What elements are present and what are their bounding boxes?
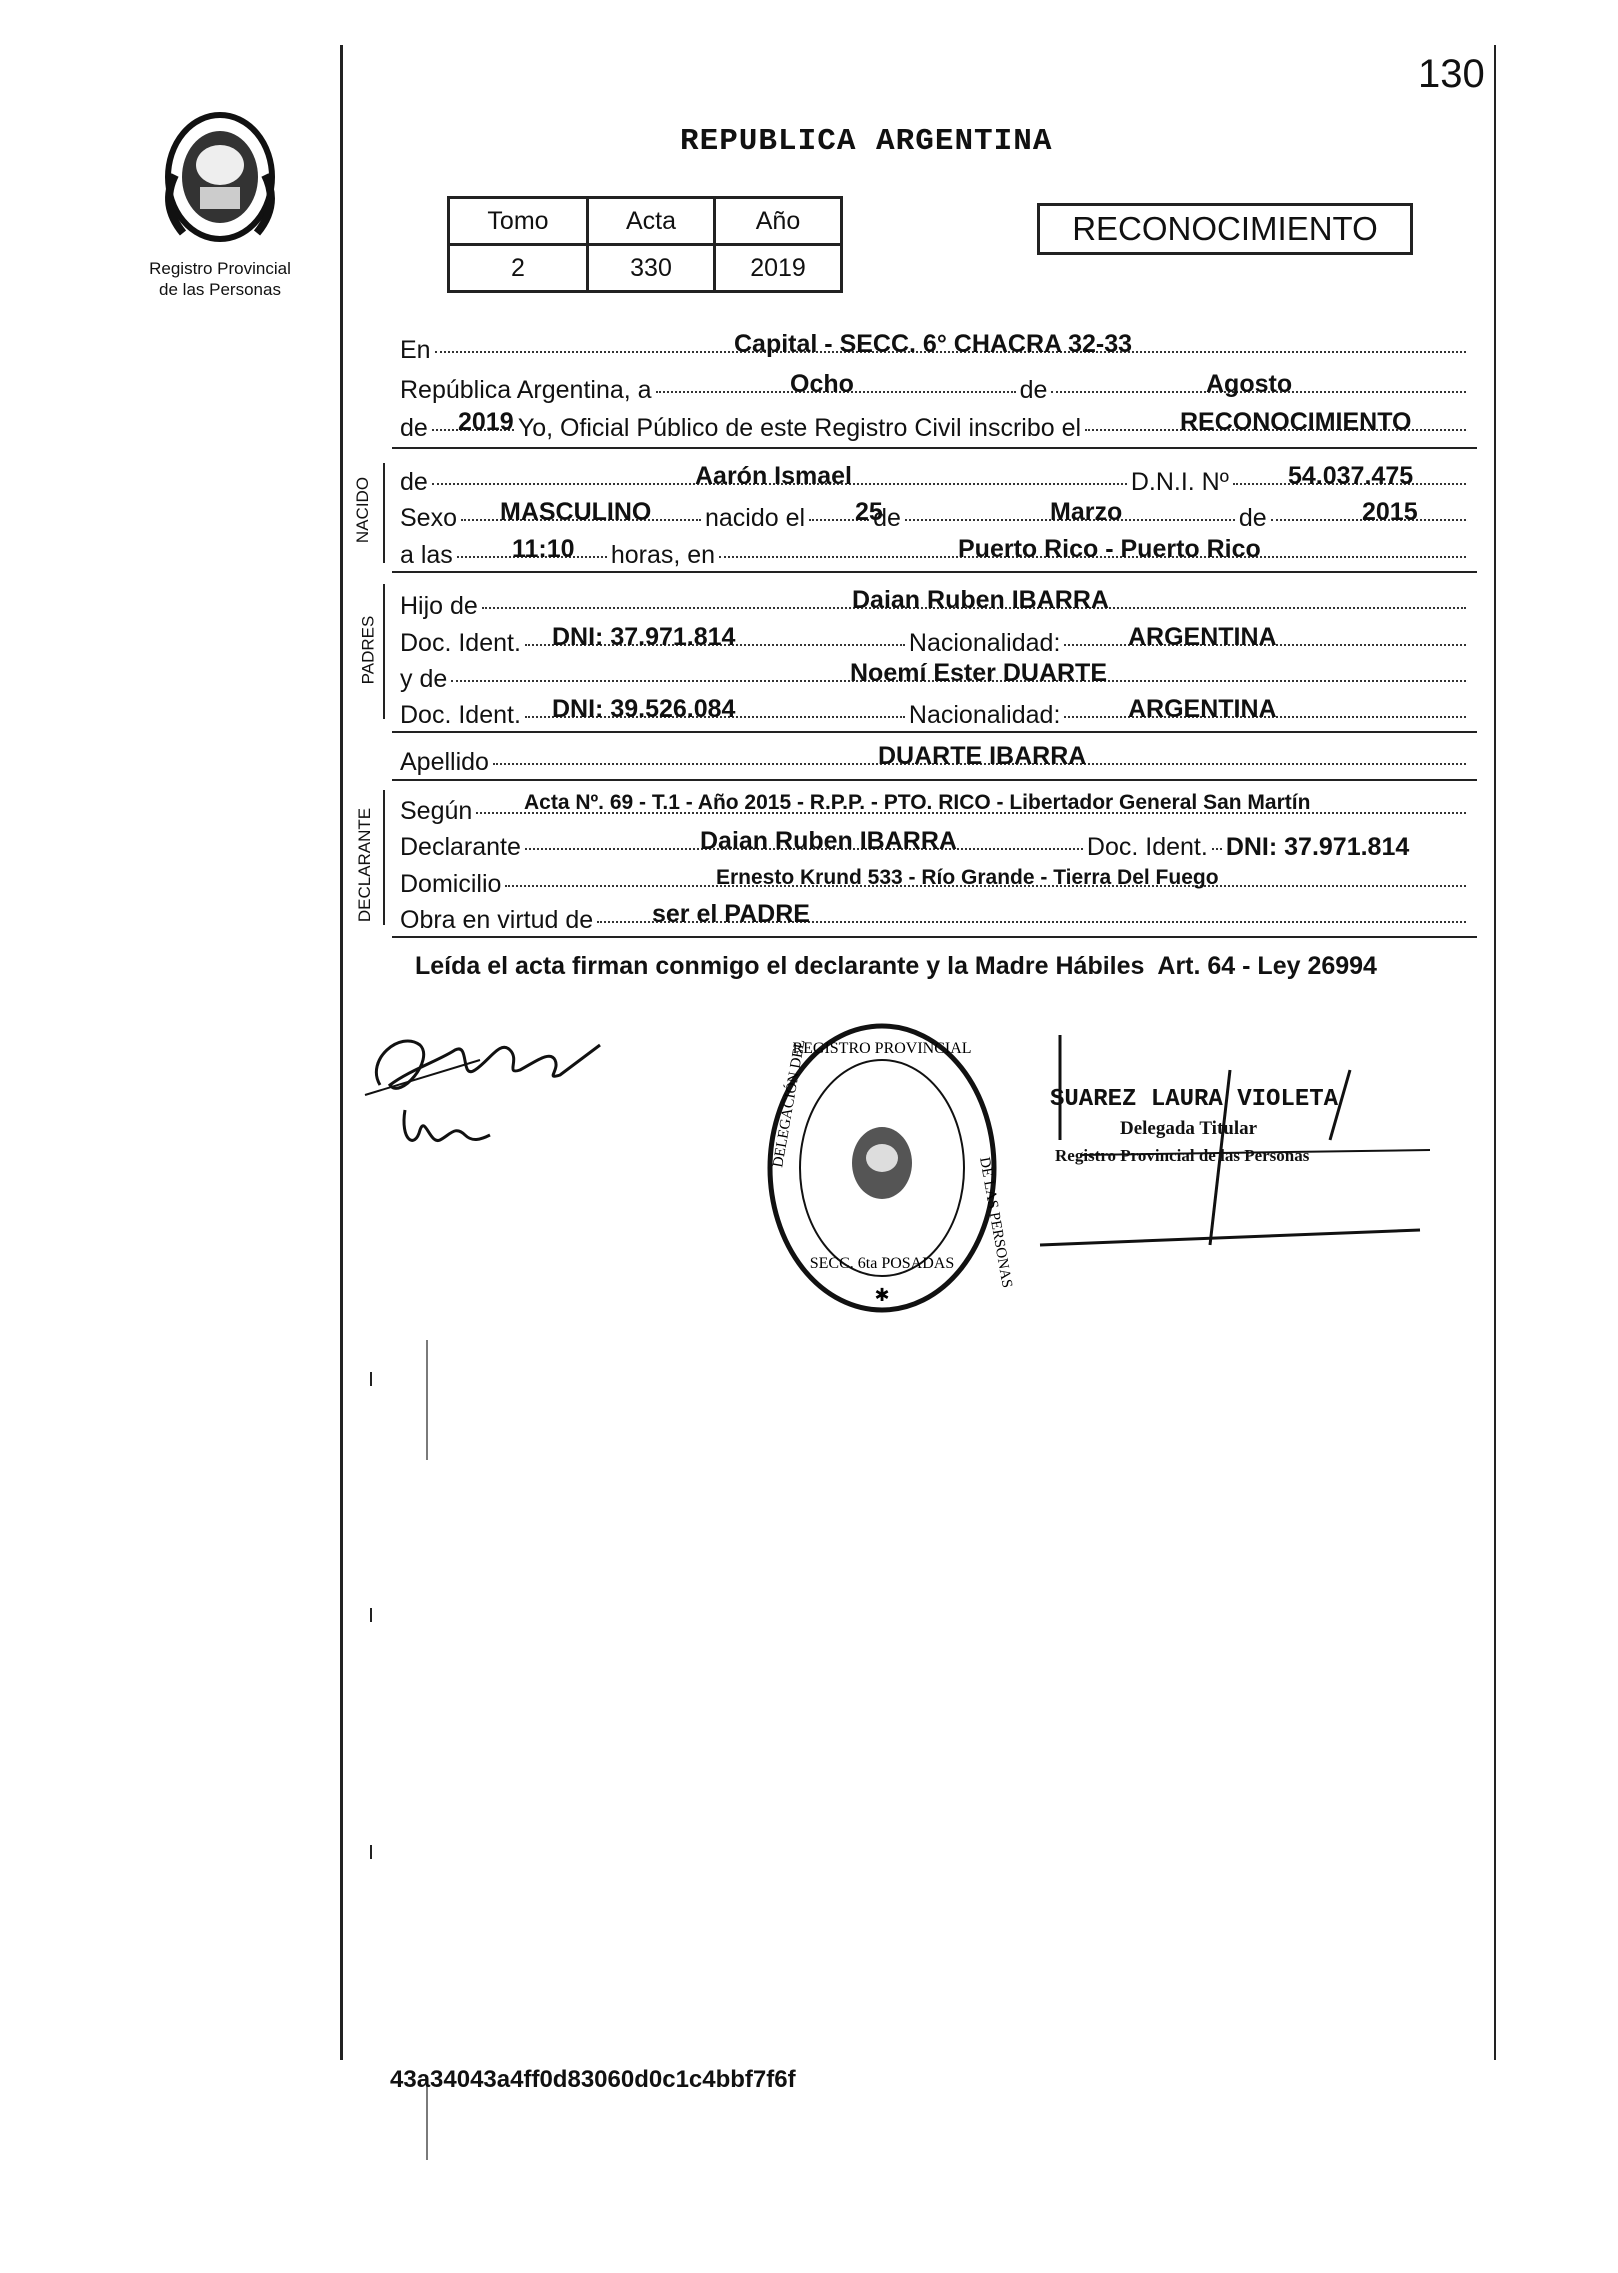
left-margin-line: [340, 45, 343, 2060]
day-value: Ocho: [790, 370, 854, 398]
segun-value: Acta Nº. 69 - T.1 - Año 2015 - R.P.P. - PTO. RICO - Libertador General San Martín: [524, 791, 1311, 814]
doc-label: Doc. Ident.: [1086, 833, 1208, 861]
de2-label: de: [400, 414, 428, 442]
table-header: Acta: [588, 198, 715, 245]
child-dni: 54.037.475: [1288, 462, 1414, 490]
de-label: de: [1238, 504, 1267, 532]
birth-day: 25: [855, 498, 883, 526]
margin-mark: [370, 1845, 372, 1859]
fold-mark-line: [426, 1340, 428, 1460]
logo-caption: Registro Provincial de las Personas: [149, 259, 291, 299]
declarante-doc: DNI: 37.971.814: [1225, 833, 1410, 861]
nacido-sex-row: [400, 498, 1470, 533]
svg-text:SECC. 6ta POSADAS: SECC. 6ta POSADAS: [809, 1255, 955, 1272]
apellido-label: Apellido: [400, 748, 489, 776]
tomo-value: 2: [449, 245, 588, 292]
birth-time: 11:10: [512, 535, 575, 563]
declarante-label: Declarante: [400, 833, 521, 861]
de-label: de: [1019, 376, 1048, 404]
page-number: 130: [1418, 52, 1485, 96]
father-name: Daian Ruben IBARRA: [852, 586, 1109, 614]
dotted-leader: [1212, 848, 1222, 850]
child-name: Aarón Ismael: [695, 462, 853, 490]
official-role: Delegada Titular: [1120, 1118, 1258, 1139]
section-bracket: [383, 463, 385, 563]
segun-row: [400, 791, 1470, 826]
domicilio-row: [400, 866, 1470, 899]
de-label: de: [873, 504, 901, 532]
nacido-section-label: NACIDO: [353, 476, 373, 544]
birth-year: 2015: [1362, 498, 1418, 526]
domicilio-value: Ernesto Krund 533 - Río Grande - Tierra Del Fuego: [716, 866, 1219, 889]
mother-doc-row: [400, 695, 1470, 730]
birth-place: Puerto Rico - Puerto Rico: [958, 535, 1261, 563]
closing-statement: Leída el acta firman conmigo el declarante y la Madre Hábiles Art. 64 - Ley 26994: [415, 952, 1377, 980]
obra-row: [400, 900, 1470, 935]
nacido-label: nacido el: [704, 504, 806, 532]
padres-section-label: PADRES: [358, 615, 378, 685]
ano-value: 2019: [715, 245, 842, 292]
officer-row: [400, 408, 1470, 443]
father-doc: DNI: 37.971.814: [552, 623, 736, 651]
hijo-label: Hijo de: [400, 592, 478, 620]
registry-table: [447, 196, 843, 293]
birth-month: Marzo: [1050, 498, 1123, 526]
dni-label: D.N.I. Nº: [1130, 468, 1229, 496]
divider: [392, 447, 1477, 449]
officer-text: Yo, Oficial Público de este Registro Civil inscribo el: [517, 414, 1082, 442]
month-value: Agosto: [1206, 370, 1293, 398]
act-type-badge: RECONOCIMIENTO: [1037, 203, 1413, 255]
svg-text:✱: ✱: [874, 1285, 890, 1305]
section-bracket: [383, 790, 385, 925]
father-doc-row: [400, 623, 1470, 658]
province-logo: [155, 105, 285, 253]
official-stamp: [762, 1018, 1015, 1318]
sexo-value: MASCULINO: [500, 498, 652, 526]
year-value: 2019: [458, 408, 514, 436]
declarante-name: Daian Ruben IBARRA: [700, 827, 957, 855]
document-hash: 43a34043a4ff0d83060d0c1c4bbf7f6f: [390, 2066, 796, 2093]
domicilio-label: Domicilio: [400, 870, 502, 898]
divider: [392, 571, 1477, 573]
svg-text:REGISTRO PROVINCIAL: REGISTRO PROVINCIAL: [792, 1040, 972, 1057]
a-las-label: a las: [400, 541, 453, 569]
mother-row: [400, 659, 1470, 694]
republic-label: República Argentina, a: [400, 376, 652, 404]
father-nationality: ARGENTINA: [1128, 623, 1277, 651]
svg-text:DE LAS PERSONAS: DE LAS PERSONAS: [976, 1155, 1015, 1290]
y-de-label: y de: [400, 665, 448, 693]
section-bracket: [383, 584, 385, 719]
svg-text:DELEGACIÓN DEL: DELEGACIÓN DEL: [770, 1038, 809, 1169]
declarant-signature: [360, 990, 610, 1170]
segun-label: Según: [400, 797, 473, 825]
doc-label: Doc. Ident.: [400, 629, 521, 657]
mother-name: Noemí Ester DUARTE: [850, 659, 1107, 687]
table-header: Año: [715, 198, 842, 245]
official-office: Registro Provincial de las Personas: [1055, 1146, 1310, 1165]
place-row: [400, 330, 1470, 365]
table-header: Tomo: [449, 198, 588, 245]
right-margin-line: [1494, 45, 1496, 2060]
nacionalidad-label: Nacionalidad:: [908, 629, 1061, 657]
mother-doc: DNI: 39.526.084: [552, 695, 736, 723]
divider: [392, 936, 1477, 938]
obra-value: ser el PADRE: [652, 900, 810, 928]
obra-label: Obra en virtud de: [400, 906, 594, 934]
official-name: SUAREZ LAURA VIOLETA: [1050, 1086, 1339, 1113]
mother-nationality: ARGENTINA: [1128, 695, 1277, 723]
sexo-label: Sexo: [400, 504, 457, 532]
nacionalidad-label: Nacionalidad:: [908, 701, 1061, 729]
divider: [392, 731, 1477, 733]
apellido-row: [400, 742, 1470, 777]
date-row: [400, 370, 1470, 405]
father-row: [400, 586, 1470, 621]
act-value: RECONOCIMIENTO: [1180, 408, 1412, 436]
de-label: de: [400, 468, 428, 496]
nacido-name-row: [400, 462, 1470, 497]
acta-value: 330: [588, 245, 715, 292]
place-value: Capital - SECC. 6° CHACRA 32-33: [734, 330, 1133, 358]
margin-mark: [370, 1372, 372, 1386]
horas-label: horas, en: [610, 541, 716, 569]
divider: [392, 779, 1477, 781]
margin-mark: [370, 1608, 372, 1622]
apellido-value: DUARTE IBARRA: [878, 742, 1087, 770]
document-title: REPUBLICA ARGENTINA: [680, 124, 1053, 159]
doc-label: Doc. Ident.: [400, 701, 521, 729]
nacido-time-row: [400, 535, 1470, 570]
declarante-row: [400, 827, 1470, 862]
declarante-section-label: DECLARANTE: [355, 807, 375, 923]
en-label: En: [400, 336, 431, 364]
